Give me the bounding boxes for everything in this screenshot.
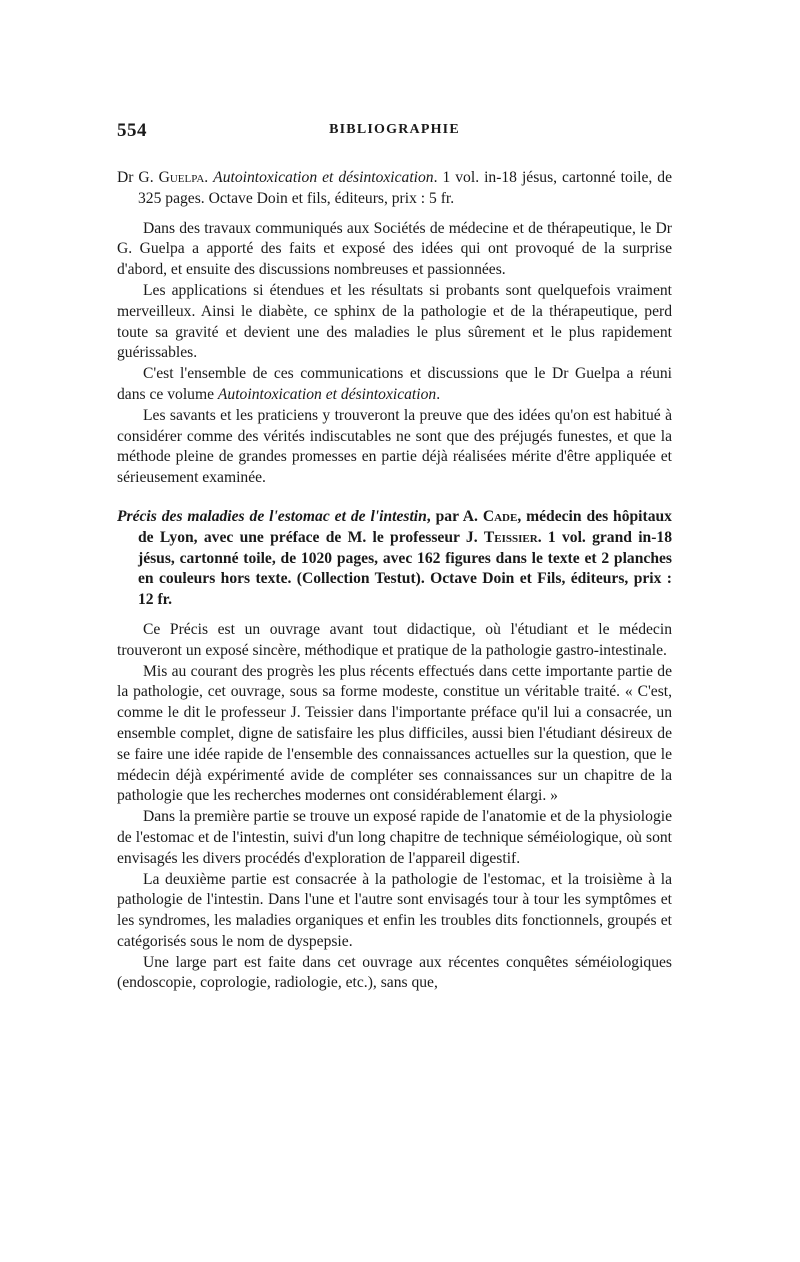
- entry-author-prefix: Dr G.: [117, 169, 159, 186]
- review-paragraph: [117, 364, 672, 406]
- review-paragraph: Ce Précis est un ouvrage avant tout didactique, où l'étudiant et le médecin trouveront un exposé sincère, méthodique et pratique de la pathologie gastro-intestinale.: [117, 620, 672, 659]
- entry-title: Précis des maladies de l'estomac et de l'intestin: [117, 507, 427, 525]
- entry-by: , par A.: [426, 507, 483, 525]
- review-book-title: Autointoxication et désintoxication: [217, 385, 437, 403]
- entry-title: Autointoxication et désintoxication: [213, 169, 434, 186]
- entry-author-suffix: .: [204, 169, 214, 186]
- page-number: 554: [117, 120, 147, 141]
- bibliography-entry-guelpa: [117, 168, 672, 210]
- bibliography-entry-cade: [117, 507, 672, 611]
- review-paragraph: Les savants et les praticiens y trouveront la preuve que des idées qu'on est habitué à considérer comme des vérités indiscutables ne sont que des préjugés funestes, et que la méthode pleine de grandes promesses en partie déjà réalisées mérite d'être appliquée et sérieusement examinée.: [117, 406, 672, 487]
- entry-separator: [117, 489, 672, 507]
- page-header: [117, 120, 672, 146]
- entry-details: , médecin des hôpitaux de Lyon, avec une préface de M. le professeur J.: [138, 507, 672, 546]
- entry-author: Guelpa: [158, 169, 205, 186]
- review-text-end: .: [436, 385, 441, 403]
- review-paragraph: Dans des travaux communiqués aux Sociétés de médecine et de thérapeutique, le Dr G. Guelpa a apporté des faits et exposé des idées qui ont provoqué de la surprise d'abord, et ensuite des discussions nombreuses et passionnées.: [117, 219, 672, 279]
- review-paragraph: Dans la première partie se trouve un exposé rapide de l'anatomie et de la physiologie de l'estomac et de l'intestin, suivi d'un long chapitre de technique séméiologique, où sont envisagés les divers procédés d'exploration de l'appareil digestif.: [117, 808, 672, 867]
- review-text: C'est l'ensemble de ces communications et discussions que le Dr Guelpa a réuni dans ce volume: [117, 365, 672, 403]
- page-body: [117, 168, 672, 994]
- review-paragraph: Une large part est faite dans cet ouvrage aux récentes conquêtes séméiologiques (endoscopie, coprologie, radiologie, etc.), sans que,: [117, 953, 672, 992]
- review-paragraph: Les applications si étendues et les résultats si probants sont quelquefois vraiment merveilleux. Ainsi le diabète, ce sphinx de la pathologie et de la thérapeutique, perd toute sa gravité et devient une des maladies le plus sûrement et le plus rapidement guérissables.: [117, 281, 672, 362]
- entry-author: Cade: [482, 507, 518, 525]
- entry-details-continued: . 1 vol. grand in-18 jésus, cartonné toile, de 1020 pages, avec 162 figures dans le texte et 2 planches en couleurs hors texte. (Collection Testut). Octave Doin et Fils, éditeurs, prix : 12 fr.: [138, 528, 673, 609]
- running-head: BIBLIOGRAPHIE: [329, 122, 460, 137]
- entry-preface-author: Teissier: [483, 528, 538, 546]
- review-paragraph: La deuxième partie est consacrée à la pathologie de l'estomac, et la troisième à la pathologie de l'intestin. Dans l'une et l'autre sont envisagés tour à tour les symptômes et les syndromes, les maladies organiques et enfin les troubles dits fonctionnels, groupés et catégorisés sous le nom de dyspepsie.: [117, 870, 672, 950]
- entry-details: . 1 vol. in-18 jésus, cartonné toile, de 325 pages. Octave Doin et fils, éditeurs, prix : 5 fr.: [138, 169, 672, 207]
- review-paragraph: Mis au courant des progrès les plus récents effectués dans cette importante partie de la pathologie, cet ouvrage, sous sa forme modeste, constitue un véritable traité. « C'est, comme le dit le professeur J. Teissier dans l'importante préface qu'il lui a consacrée, un ensemble complet, digne de satisfaire les plus difficiles, aussi bien l'étudiant désireux de se faire une idée rapide de l'ensemble des connaissances actuelles sur la question, que le médecin déjà expérimenté avide de compléter ses connaissances sur un chapitre de la pathologie que les recherches modernes ont considérablement élargi. »: [117, 662, 672, 805]
